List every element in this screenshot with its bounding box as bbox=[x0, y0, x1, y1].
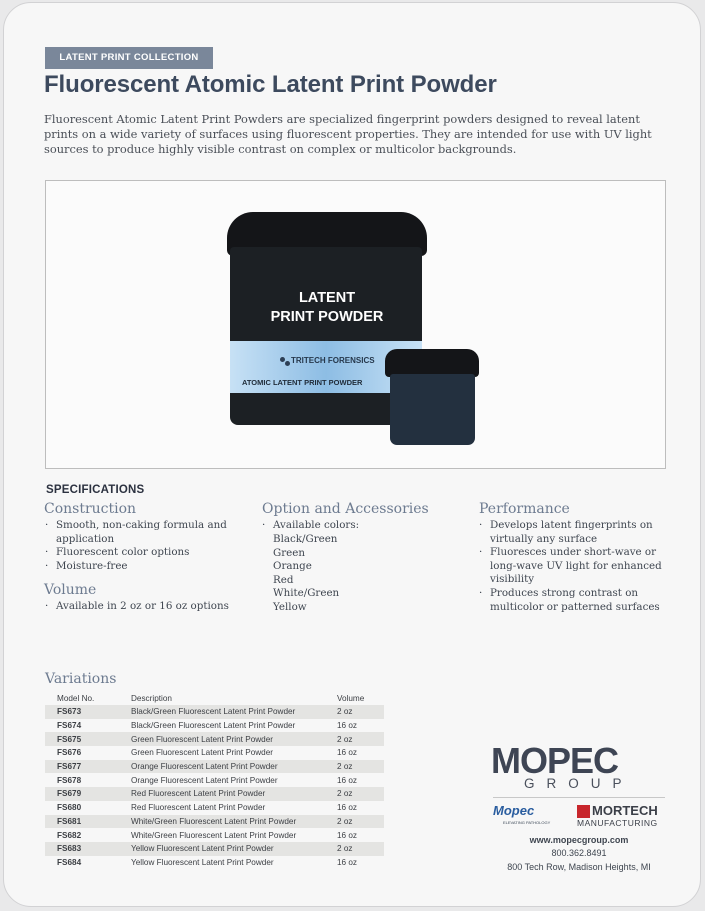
model-number-cell: FS682 bbox=[57, 830, 82, 840]
table-row bbox=[45, 787, 384, 801]
options-heading: Option and Accessories bbox=[262, 501, 429, 517]
description-cell: Green Fluorescent Latent Print Powder bbox=[119, 732, 325, 746]
table-row bbox=[45, 815, 384, 829]
model-number-cell: FS678 bbox=[57, 775, 82, 785]
page-title: Fluorescent Atomic Latent Print Powder bbox=[44, 71, 497, 98]
volume-cell: 16 oz bbox=[337, 830, 358, 840]
description-cell: Green Fluorescent Latent Print Powder bbox=[131, 748, 273, 758]
table-row bbox=[45, 801, 384, 815]
website-link[interactable]: www.mopecgroup.com bbox=[529, 835, 629, 845]
mortech-logo-mark bbox=[577, 805, 590, 818]
description-cell: Orange Fluorescent Latent Print Powder bbox=[131, 775, 278, 785]
spec-sheet-page bbox=[3, 2, 701, 907]
table-row bbox=[45, 828, 384, 842]
construction-list bbox=[45, 519, 245, 573]
table-row bbox=[45, 842, 384, 856]
variations-table-body bbox=[45, 705, 384, 869]
mopec-logo: MOPEC bbox=[491, 740, 619, 781]
color-option: Green bbox=[273, 546, 305, 559]
description-cell: Red Fluorescent Latent Print Powder bbox=[131, 803, 266, 813]
list-item: · Produces strong contrast on multicolor or patterned surfaces bbox=[479, 587, 669, 614]
table-row bbox=[45, 719, 384, 733]
description-cell: White/Green Fluorescent Latent Print Powder bbox=[119, 815, 325, 829]
phone-number: 800.362.8491 bbox=[551, 848, 607, 858]
list-item: · Moisture-free bbox=[45, 560, 245, 574]
volume-cell: 16 oz bbox=[337, 803, 358, 813]
jar-label-line1: LATENT bbox=[298, 290, 356, 306]
volume-cell: 16 oz bbox=[337, 775, 358, 785]
description-cell: Yellow Fluorescent Latent Print Powder bbox=[131, 857, 274, 867]
table-row bbox=[45, 746, 384, 760]
color-option: White/Green bbox=[273, 587, 340, 600]
construction-heading: Construction bbox=[44, 501, 137, 517]
jar-brand: TRITECH FORENSICS bbox=[291, 356, 375, 365]
specifications-heading: SPECIFICATIONS bbox=[46, 484, 145, 496]
model-number-cell: FS677 bbox=[45, 760, 119, 774]
model-number-cell: FS679 bbox=[45, 787, 119, 801]
description-cell: White/Green Fluorescent Latent Print Powder bbox=[131, 830, 297, 840]
volume-list bbox=[45, 600, 255, 614]
jar-label-line2: PRINT POWDER bbox=[270, 309, 384, 325]
color-option: Yellow bbox=[273, 600, 307, 613]
small-jar-body bbox=[390, 374, 475, 445]
column-header: Model No. bbox=[57, 694, 95, 703]
volume-cell: 16 oz bbox=[337, 857, 358, 867]
variations-heading: Variations bbox=[45, 671, 117, 687]
list-item: · Develops latent fingerprints on virtually any surface bbox=[479, 519, 669, 546]
performance-heading: Performance bbox=[479, 501, 570, 517]
column-header: Volume bbox=[337, 694, 365, 703]
list-item: · Smooth, non-caking formula and application bbox=[45, 519, 245, 546]
model-number-cell: FS683 bbox=[45, 842, 119, 856]
table-row bbox=[45, 856, 384, 870]
list-item: · Available colors: bbox=[262, 519, 462, 533]
volume-cell: 2 oz bbox=[325, 732, 384, 746]
model-number-cell: FS681 bbox=[45, 815, 119, 829]
description-cell: Black/Green Fluorescent Latent Print Powder bbox=[119, 705, 325, 719]
group-wordmark: GROUP bbox=[524, 776, 634, 791]
brand-dot-icon bbox=[285, 361, 290, 366]
description-cell: Black/Green Fluorescent Latent Print Powder bbox=[131, 721, 296, 731]
color-option: Black/Green bbox=[273, 533, 338, 545]
list-item: · Available in 2 oz or 16 oz options bbox=[45, 600, 255, 614]
list-item: · Fluoresces under short-wave or long-wave UV light for enhanced visibility bbox=[479, 546, 669, 587]
volume-cell: 16 oz bbox=[337, 748, 358, 758]
volume-cell: 2 oz bbox=[325, 760, 384, 774]
description-cell: Red Fluorescent Latent Print Powder bbox=[119, 787, 325, 801]
volume-cell: 2 oz bbox=[325, 815, 384, 829]
performance-list bbox=[479, 519, 669, 614]
jar-label-bottom: ATOMIC LATENT PRINT POWDER bbox=[242, 378, 363, 387]
model-number-cell: FS680 bbox=[57, 803, 82, 813]
logo-divider bbox=[493, 797, 665, 798]
mopec-tagline: ELEVATING PATHOLOGY bbox=[503, 820, 551, 825]
volume-cell: 2 oz bbox=[325, 842, 384, 856]
collection-tag: LATENT PRINT COLLECTION bbox=[45, 47, 213, 69]
mortech-logo: MORTECH bbox=[592, 803, 658, 818]
brand-dot-icon bbox=[280, 357, 285, 362]
volume-cell: 2 oz bbox=[325, 705, 384, 719]
product-image bbox=[45, 180, 666, 469]
model-number-cell: FS674 bbox=[57, 721, 82, 731]
table-row bbox=[45, 760, 384, 774]
mopec-sub-logo: Mopec bbox=[493, 803, 535, 818]
color-options bbox=[262, 533, 462, 615]
volume-cell: 16 oz bbox=[337, 721, 358, 731]
volume-heading: Volume bbox=[44, 582, 97, 598]
jar-label-title bbox=[233, 289, 421, 327]
description-cell: Yellow Fluorescent Latent Print Powder bbox=[119, 842, 325, 856]
color-option: Red bbox=[273, 573, 294, 586]
mortech-sub: MANUFACTURING bbox=[577, 818, 658, 828]
table-row bbox=[45, 773, 384, 787]
volume-cell: 2 oz bbox=[325, 787, 384, 801]
table-row bbox=[45, 732, 384, 746]
table-row bbox=[45, 705, 384, 719]
model-number-cell: FS676 bbox=[57, 748, 82, 758]
address: 800 Tech Row, Madison Heights, MI bbox=[507, 862, 651, 872]
color-option: Orange bbox=[273, 560, 312, 573]
description-cell: Orange Fluorescent Latent Print Powder bbox=[119, 760, 325, 774]
table-header-row bbox=[45, 692, 384, 705]
model-number-cell: FS684 bbox=[57, 857, 82, 867]
model-number-cell: FS675 bbox=[45, 732, 119, 746]
small-jar-lid bbox=[385, 349, 479, 377]
options-list bbox=[262, 519, 462, 533]
intro-paragraph: Fluorescent Atomic Latent Print Powders are specialized fingerprint powders designed to reveal latent prints on a wide variety of surfaces using fluorescent properties. They are intended for use with UV light sources to produce highly visible contrast on complex or multicolor backgrounds. bbox=[44, 112, 652, 156]
variations-table bbox=[45, 692, 384, 869]
list-item: · Fluorescent color options bbox=[45, 546, 245, 560]
column-header: Description bbox=[131, 694, 172, 703]
model-number-cell: FS673 bbox=[45, 705, 119, 719]
